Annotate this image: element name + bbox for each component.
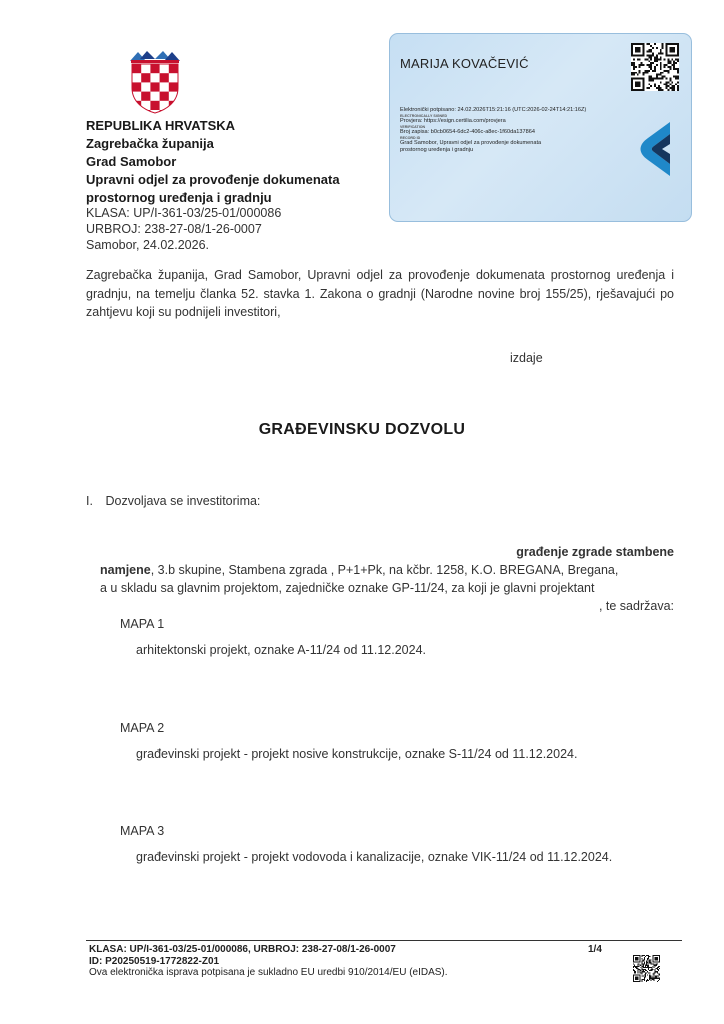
place-date: Samobor, 24.02.2026. [86, 238, 210, 252]
croatian-coat-of-arms-icon [128, 50, 182, 114]
mapa-label: MAPA 1 [120, 617, 165, 631]
signed-label-en: ELECTRONICALLY SIGNED [400, 113, 448, 118]
project-line-1: građenje zgrade stambene [516, 545, 674, 559]
signer-name: MARIJA KOVAČEVIĆ [400, 56, 529, 71]
section-1-heading [86, 494, 260, 508]
issuer-line: REPUBLIKA HRVATSKA [86, 118, 236, 133]
signer-office: prostornog uređenja i gradnju [400, 146, 474, 153]
section-number: I. [86, 494, 93, 508]
issuer-line: Grad Samobor [86, 154, 177, 169]
project-description [100, 543, 674, 615]
intro-paragraph: Zagrebačka županija, Grad Samobor, Upravni odjel za provođenje dokumenata prostornog uređenja i gradnju, na temelju članka 52. stavka 1. Zakona o gradnji (Narodne novine broj 155/25), rješavajući po zahtjevu koji su podnijeli investitori, [86, 268, 674, 319]
project-line-3: a u skladu sa glavnim projektom, zajedničke oznake GP-11/24, za koji je glavni projektant [100, 581, 595, 595]
section-text: Dozvoljava se investitorima: [105, 494, 261, 508]
footer [89, 944, 448, 979]
qr-code-icon [631, 43, 679, 91]
mapa-label: MAPA 2 [120, 721, 165, 735]
record-id: Broj zapisa: b0cb0654-6dc2-406c-a8ec-1f60da137864 [400, 129, 535, 136]
issuer-line: Upravni odjel za provođenje dokumenata [86, 172, 340, 187]
urbroj: URBROJ: 238-27-08/1-26-0007 [86, 222, 262, 236]
mapa-description: arhitektonski projekt, oznake A-11/24 od 11.12.2024. [136, 643, 427, 657]
record-label-en: RECORD ID [400, 135, 421, 140]
project-line-2-bold: namjene [100, 563, 151, 577]
klasa: KLASA: UP/I-361-03/25-01/000086 [86, 206, 282, 220]
project-line-4 [100, 597, 674, 615]
footer-eidas-note: Ova elektronička isprava potpisana je sukladno EU uredbi 910/2014/EU (eIDAS). [89, 967, 448, 978]
izdaje-label: izdaje [510, 351, 543, 365]
mapa-description: građevinski projekt - projekt nosive konstrukcije, oznake S-11/24 od 11.12.2024. [136, 747, 578, 761]
footer-divider [86, 940, 682, 941]
certilia-logo-icon [626, 114, 678, 184]
footer-id: ID: P20250519-1772822-Z01 [89, 955, 220, 967]
project-line-2-rest: , 3.b skupine, Stambena zgrada , P+1+Pk, na kčbr. 1258, K.O. BREGANA, Bregana, [150, 563, 619, 577]
issuer-line: prostornog uređenja i gradnju [86, 190, 272, 205]
mapa-label: MAPA 3 [120, 824, 165, 838]
verify-label-en: VERIFICATION [400, 124, 426, 129]
footer-reference: KLASA: UP/I-361-03/25-01/000086, URBROJ: 238-27-08/1-26-0007 [89, 944, 396, 955]
reference-block [86, 205, 281, 253]
project-line-2 [100, 561, 674, 579]
document-title: GRAĐEVINSKU DOZVOLU [258, 421, 466, 438]
issuer-line: Zagrebačka županija [86, 136, 214, 151]
signer-office: Grad Samobor, Upravni odjel za provođenje dokumenata [400, 140, 542, 147]
footer-qr-code-icon [633, 955, 660, 982]
page-number: 1/4 [588, 944, 602, 955]
signed-time: Elektronički potpisano: 24.02.2026T15:21:16 (UTC:2026-02-24T14:21:16Z) [400, 107, 587, 113]
project-line-4-text: , te sadržava: [598, 599, 674, 613]
issuer-header [86, 117, 340, 207]
signature-metadata [400, 107, 615, 153]
electronic-signature-card [389, 33, 692, 222]
verify-url: Provjera: https://esign.certilia.com/provjera [400, 118, 506, 125]
mapa-description: građevinski projekt - projekt vodovoda i kanalizacije, oznake VIK-11/24 od 11.12.2024. [136, 850, 613, 864]
